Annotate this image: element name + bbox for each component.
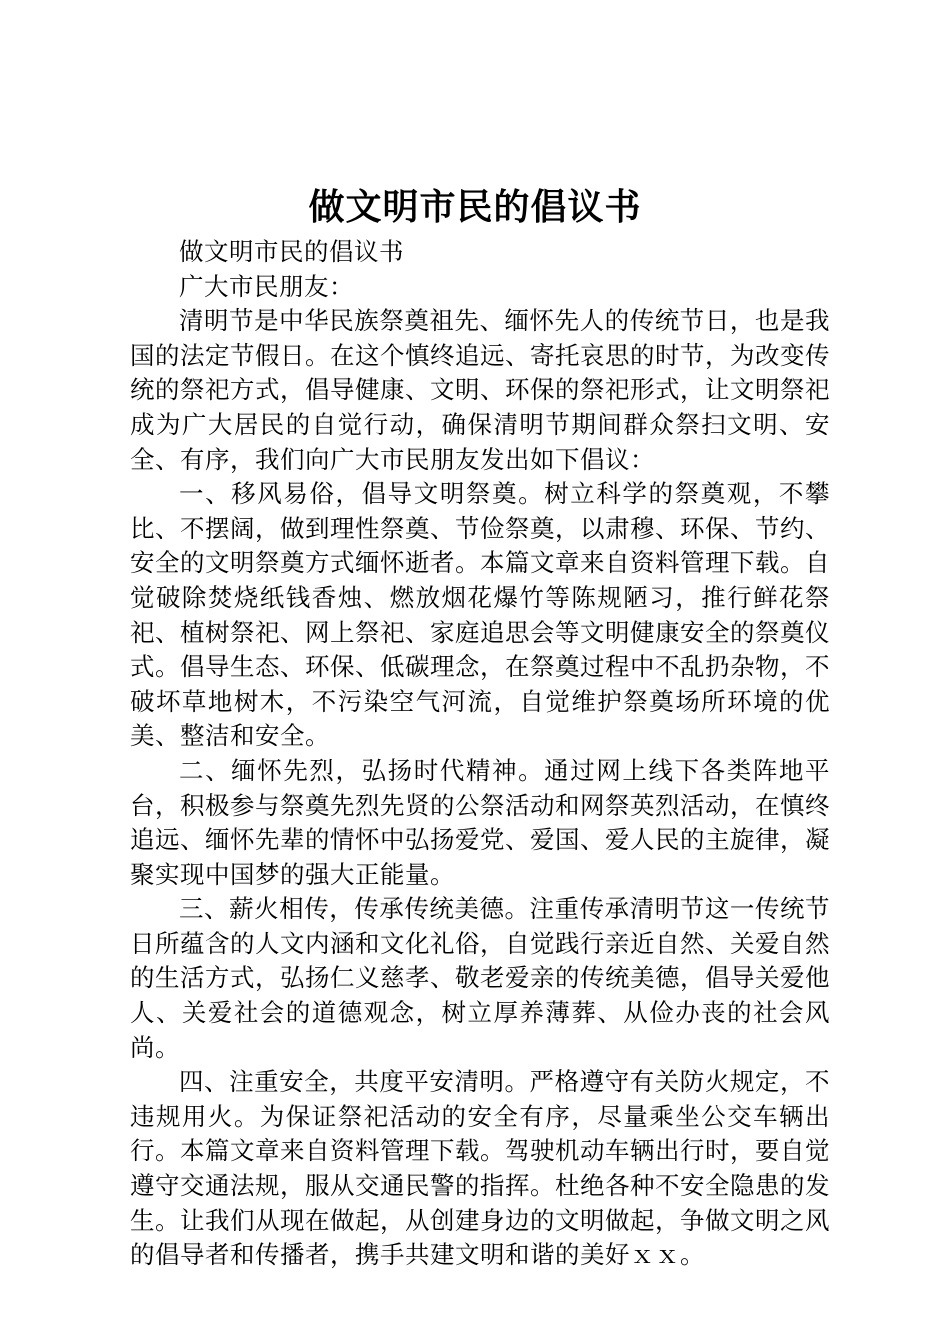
- salutation: 广大市民朋友：: [179, 271, 354, 301]
- proposal-3-paragraph: 三、薪火相传，传承传统美德。注重传承清明节这一传统节日所蕴含的人文内涵和文化礼俗，自觉践行亲近自然、关爱自然的生活方式，弘扬仁义慈孝、敬老爱亲的传统美德，倡导关爱他人、关爱社会的道德观念，树立厚养薄葬、从俭办丧的社会风尚。: [130, 894, 830, 1062]
- intro-paragraph: 清明节是中华民族祭奠祖先、缅怀先人的传统节日，也是我国的法定节假日。在这个慎终追远、寄托哀思的时节，为改变传统的祭祀方式，倡导健康、文明、环保的祭祀形式，让文明祭祀成为广大居民的自觉行动，确保清明节期间群众祭扫文明、安全、有序，我们向广大市民朋友发出如下倡议：: [130, 306, 830, 474]
- document-title: 做文明市民的倡议书: [308, 187, 642, 228]
- subtitle-line: 做文明市民的倡议书: [179, 237, 404, 266]
- proposal-1-paragraph: 一、移风易俗，倡导文明祭奠。树立科学的祭奠观，不攀比、不摆阔，做到理性祭奠、节俭祭奠，以肃穆、环保、节约、安全的文明祭奠方式缅怀逝者。本篇文章来自资料管理下载。自觉破除焚烧纸钱香烛、燃放烟花爆竹等陈规陋习，推行鲜花祭祀、植树祭祀、网上祭祀、家庭追思会等文明健康安全的祭奠仪式。倡导生态、环保、低碳理念，在祭奠过程中不乱扔杂物，不破坏草地树木，不污染空气河流，自觉维护祭奠场所环境的优美、整洁和安全。: [130, 479, 830, 751]
- proposal-2-paragraph: 二、缅怀先烈，弘扬时代精神。通过网上线下各类阵地平台，积极参与祭奠先烈先贤的公祭活动和网祭英烈活动，在慎终追远、缅怀先辈的情怀中弘扬爱党、爱国、爱人民的主旋律，凝聚实现中国梦的强大正能量。: [130, 755, 830, 889]
- proposal-4-paragraph: 四、注重安全，共度平安清明。严格遵守有关防火规定，不违规用火。为保证祭祀活动的安全有序，尽量乘坐公交车辆出行。本篇文章来自资料管理下载。驾驶机动车辆出行时，要自觉遵守交通法规，服从交通民警的指挥。杜绝各种不安全隐患的发生。让我们从现在做起，从创建身边的文明做起，争做文明之风的倡导者和传播者，携手共建文明和谐的美好ｘｘ。: [130, 1067, 830, 1270]
- document-body: [130, 235, 830, 1273]
